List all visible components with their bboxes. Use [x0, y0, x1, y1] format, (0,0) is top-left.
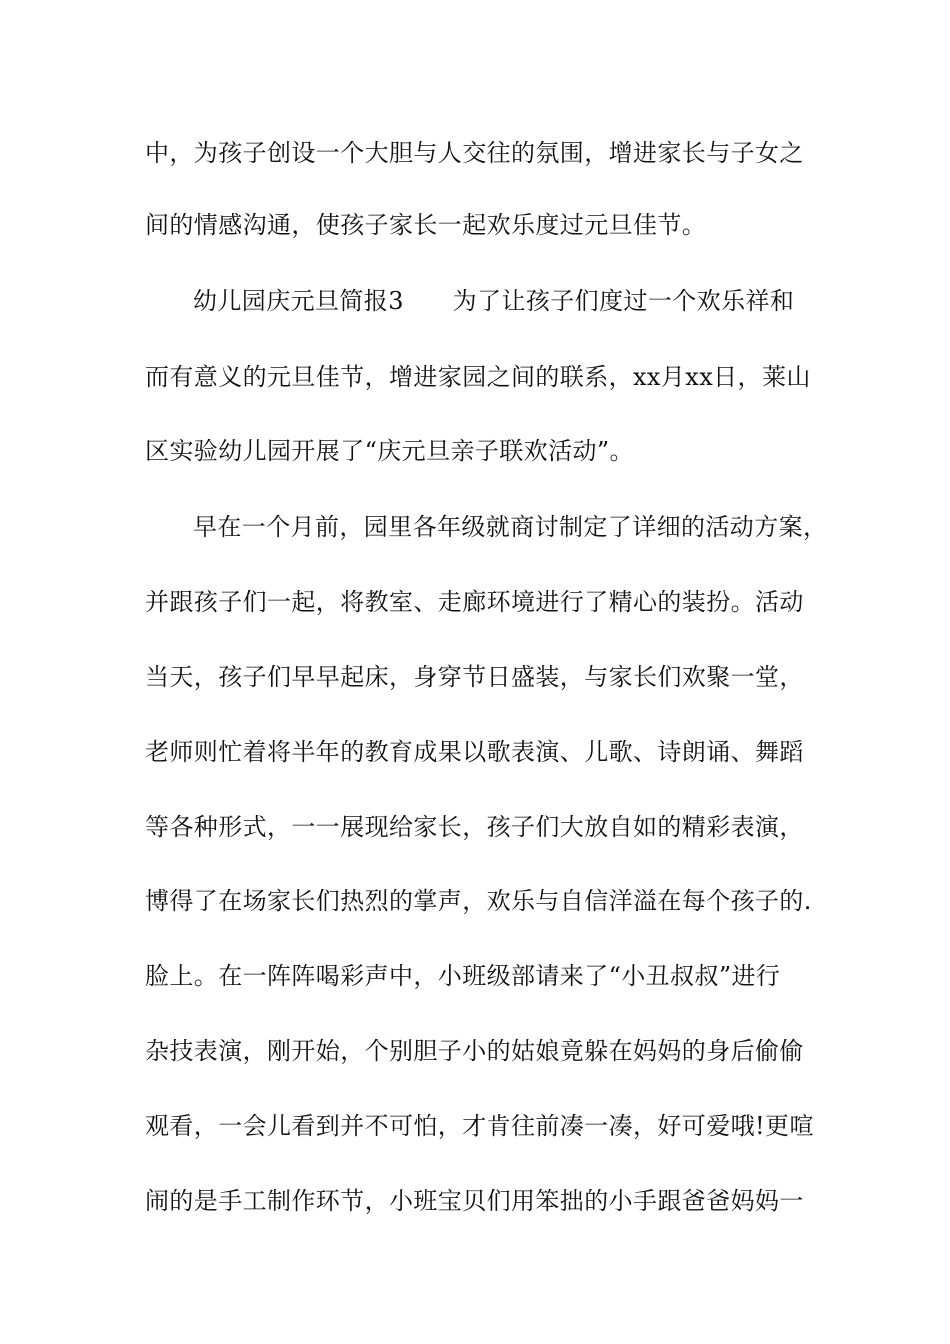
text-line: 幼儿园庆元旦简报3 为了让孩子们度过一个欢乐祥和: [193, 287, 795, 315]
text-line: 区实验幼儿园开展了“庆元旦亲子联欢活动”。: [145, 437, 634, 465]
text-line: 等各种形式，一一展现给家长，孩子们大放自如的精彩表演，: [145, 813, 804, 841]
text-line: 观看，一会儿看到并不可怕，才肯往前凑一凑，好可爱哦!更喧: [145, 1112, 814, 1140]
text-line: 早在一个月前，园里各年级就商讨制定了详细的活动方案，: [193, 513, 828, 541]
text-line: 而有意义的元旦佳节，增进家园之间的联系，xx月xx日，莱山: [145, 363, 811, 391]
text-line: 杂技表演，刚开始，个别胆子小的姑娘竟躲在妈妈的身后偷偷: [145, 1037, 804, 1065]
text-line: 间的情感沟通，使孩子家长一起欢乐度过元旦佳节。: [145, 211, 707, 239]
text-line: 并跟孩子们一起，将教室、走廊环境进行了精心的装扮。活动: [145, 588, 804, 616]
text-line: 闹的是手工制作环节，小班宝贝们用笨拙的小手跟爸爸妈妈一: [145, 1187, 804, 1215]
text-line: 脸上。在一阵阵喝彩声中，小班级部请来了“小丑叔叔”进行: [145, 962, 781, 990]
text-line: 中，为孩子创设一个大胆与人交往的氛围，增进家长与子女之: [145, 139, 804, 167]
text-line: 老师则忙着将半年的教育成果以歌表演、儿歌、诗朗诵、舞蹈: [145, 738, 804, 766]
text-line: 当天，孩子们早早起床，身穿节日盛装，与家长们欢聚一堂，: [145, 663, 804, 691]
text-line: 博得了在场家长们热烈的掌声，欢乐与自信洋溢在每个孩子的.: [145, 887, 812, 915]
